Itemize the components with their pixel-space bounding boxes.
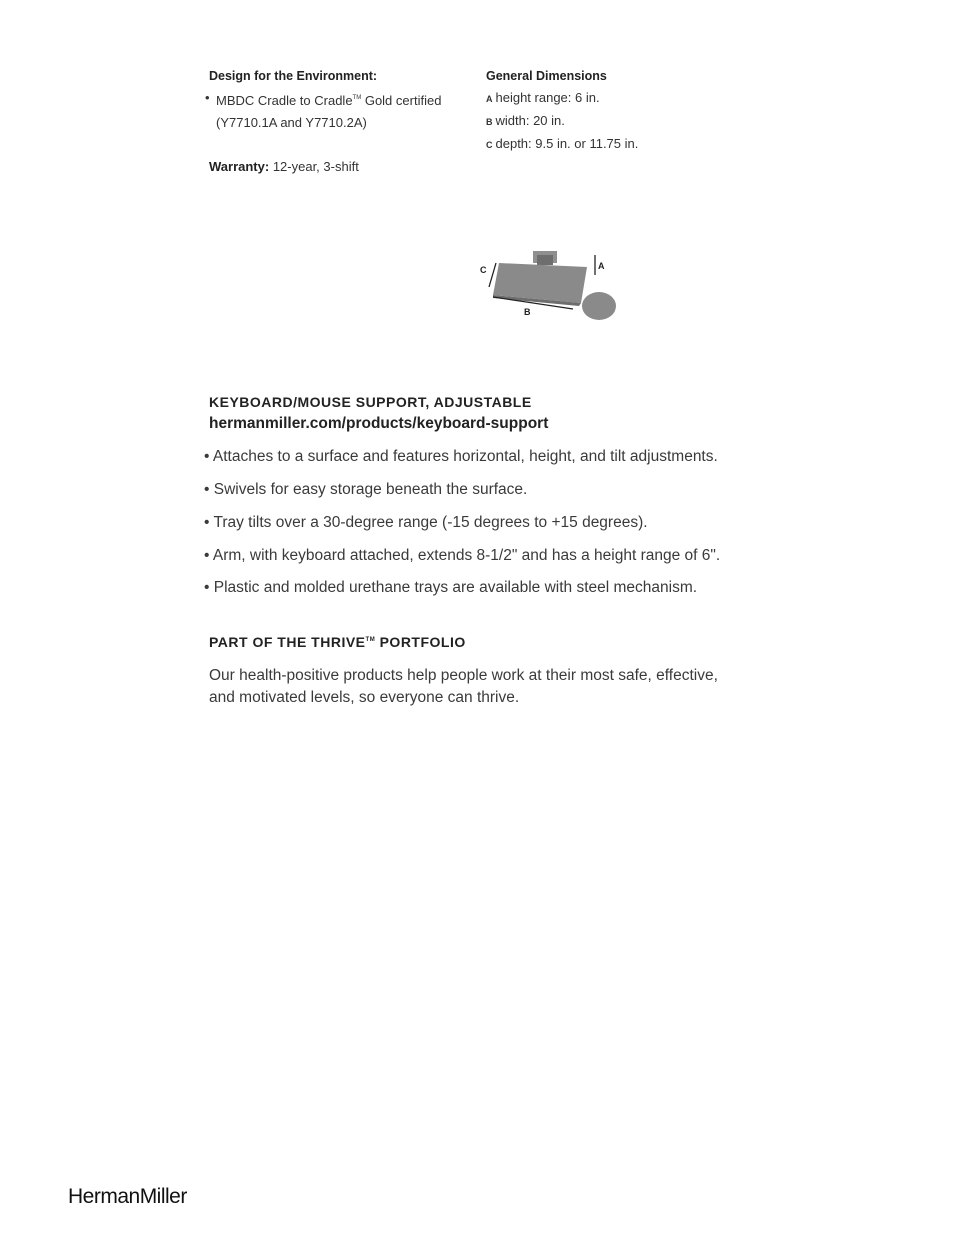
herman-miller-logo: HermanMiller [68,1185,187,1208]
thrive-title: PART OF THE THRIVE™ PORTFOLIO [209,634,466,650]
feature-item: • Tray tilts over a 30-degree range (-15 degrees to +15 degrees). [204,514,648,531]
dimension-item: B width: 20 in. [486,113,565,128]
keyboard-tray-diagram [475,245,625,330]
feature-item: • Attaches to a surface and features horizontal, height, and tilt adjustments. [204,448,718,465]
dimensions-heading: General Dimensions [486,69,607,83]
bullet-icon: • [205,90,210,105]
environment-bullet-cont: (Y7710.1A and Y7710.2A) [216,115,367,130]
product-title: KEYBOARD/MOUSE SUPPORT, ADJUSTABLE [209,394,532,410]
feature-item: • Arm, with keyboard attached, extends 8-1/2" and has a height range of 6". [204,547,721,564]
label-b: B [524,307,531,317]
warranty-value: 12-year, 3-shift [269,159,359,174]
dimension-item: C depth: 9.5 in. or 11.75 in. [486,136,639,151]
environment-bullet: • MBDC Cradle to Cradle™ Gold certified [209,87,469,112]
warranty-line [209,156,469,178]
dim-line-c [489,263,496,287]
dimension-item: A height range: 6 in. [486,90,600,105]
label-a: A [598,261,605,271]
mouse-pad [582,292,616,320]
feature-item: • Plastic and molded urethane trays are available with steel mechanism. [204,579,698,596]
dimensions-block [486,65,746,156]
environment-block [205,65,469,178]
product-url-link[interactable]: hermanmiller.com/products/keyboard-support [209,415,549,432]
mount-post [537,255,553,265]
thrive-body: Our health-positive products help people work at their most safe, effective, and motivated levels, so everyone can thrive. [209,667,718,706]
warranty-label: Warranty: [209,159,270,174]
label-c: C [480,265,487,275]
environment-heading: Design for the Environment: [209,69,378,83]
feature-item: • Swivels for easy storage beneath the surface. [204,481,528,498]
